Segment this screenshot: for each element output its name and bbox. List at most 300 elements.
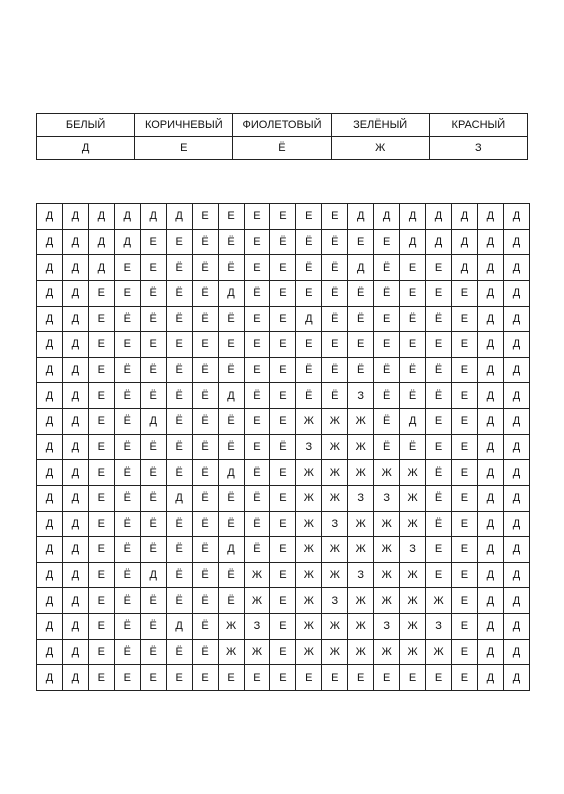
grid-cell: Е [452, 460, 478, 486]
grid-cell: Д [477, 434, 503, 460]
grid-cell: Е [270, 614, 296, 640]
grid-cell: Ё [114, 588, 140, 614]
grid-cell: Д [503, 639, 529, 665]
grid-cell: З [374, 614, 400, 640]
grid-cell: Ё [192, 409, 218, 435]
grid-cell: Ё [192, 306, 218, 332]
grid-cell: Е [114, 255, 140, 281]
grid-cell: Ё [426, 511, 452, 537]
grid-cell: Ё [270, 229, 296, 255]
grid-cell: Д [218, 383, 244, 409]
grid-cell: Д [166, 485, 192, 511]
grid-cell: Д [37, 665, 63, 691]
grid-cell: Е [88, 639, 114, 665]
grid-cell: З [296, 434, 322, 460]
grid-cell: Ж [426, 639, 452, 665]
grid-cell: Е [270, 383, 296, 409]
grid-cell: Ж [400, 511, 426, 537]
grid-cell: Д [452, 255, 478, 281]
grid-cell: Д [88, 255, 114, 281]
grid-cell: Ё [244, 383, 270, 409]
grid-cell: Е [452, 409, 478, 435]
grid-cell: Д [88, 204, 114, 230]
grid-cell: Ё [114, 409, 140, 435]
grid-cell: Д [37, 383, 63, 409]
grid-cell: Ё [114, 537, 140, 563]
grid-cell: Е [244, 306, 270, 332]
grid-cell: Д [477, 204, 503, 230]
grid-cell: Ё [140, 306, 166, 332]
grid-cell: Е [452, 614, 478, 640]
grid-cell: Д [503, 255, 529, 281]
grid-cell: Ё [166, 562, 192, 588]
grid-cell: Е [218, 332, 244, 358]
grid-cell: Ж [374, 639, 400, 665]
grid-cell: Д [140, 204, 166, 230]
grid-cell: Ё [296, 357, 322, 383]
grid-cell: Д [503, 588, 529, 614]
grid-cell: Е [400, 332, 426, 358]
grid-cell: Ё [374, 434, 400, 460]
grid-cell: Д [503, 204, 529, 230]
grid-cell: Д [218, 280, 244, 306]
grid-cell: З [374, 485, 400, 511]
grid-cell: Ё [114, 460, 140, 486]
grid-row [37, 306, 530, 332]
grid-cell: Д [400, 409, 426, 435]
grid-cell: Д [62, 562, 88, 588]
grid-cell: Д [477, 229, 503, 255]
grid-cell: Д [37, 537, 63, 563]
grid-cell: Ж [400, 639, 426, 665]
grid-cell: Д [477, 409, 503, 435]
grid-cell: Д [503, 485, 529, 511]
legend-color-name: КОРИЧНЕВЫЙ [135, 114, 233, 137]
grid-cell: З [348, 383, 374, 409]
grid-cell: Е [270, 639, 296, 665]
grid-cell: Ё [192, 537, 218, 563]
grid-cell: Д [348, 204, 374, 230]
grid-cell: Ё [400, 434, 426, 460]
grid-cell: Е [452, 511, 478, 537]
grid-cell: Д [62, 357, 88, 383]
grid-cell: Ж [348, 614, 374, 640]
grid-cell: Д [503, 614, 529, 640]
grid-cell: Е [244, 332, 270, 358]
grid-cell: Д [62, 639, 88, 665]
grid-cell: Ё [244, 511, 270, 537]
grid-cell: Е [426, 332, 452, 358]
grid-cell: Д [477, 306, 503, 332]
grid-cell: Ё [166, 588, 192, 614]
grid-cell: Д [62, 280, 88, 306]
grid-cell: Ё [140, 485, 166, 511]
grid-cell: Ё [322, 383, 348, 409]
grid-cell: Е [348, 229, 374, 255]
grid-cell: Ё [218, 255, 244, 281]
grid-cell: Е [452, 383, 478, 409]
grid-cell: Ё [244, 460, 270, 486]
grid-cell: Е [270, 306, 296, 332]
grid-cell: Ж [296, 639, 322, 665]
grid-cell: Е [114, 665, 140, 691]
grid-cell: Ё [166, 434, 192, 460]
grid-cell: Д [37, 332, 63, 358]
grid-cell: Е [452, 280, 478, 306]
grid-cell: Д [62, 434, 88, 460]
grid-cell: Д [62, 485, 88, 511]
grid-cell: Е [426, 665, 452, 691]
grid-cell: Ё [192, 588, 218, 614]
legend-letter: Д [37, 137, 135, 160]
grid-cell: Д [477, 255, 503, 281]
legend-color-name: ФИОЛЕТОВЫЙ [233, 114, 331, 137]
grid-cell: Д [477, 332, 503, 358]
grid-cell: Е [166, 665, 192, 691]
grid-cell: Ж [374, 588, 400, 614]
grid-cell: Ё [192, 357, 218, 383]
grid-cell: Ж [348, 460, 374, 486]
grid-cell: Ё [140, 357, 166, 383]
grid-cell: Ж [348, 511, 374, 537]
grid-cell: Ё [166, 255, 192, 281]
grid-cell: Д [400, 204, 426, 230]
grid-cell: Ё [426, 306, 452, 332]
grid-cell: Д [114, 229, 140, 255]
grid-cell: Д [37, 485, 63, 511]
grid-cell: Е [166, 229, 192, 255]
grid-cell: Е [452, 588, 478, 614]
grid-cell: Ё [244, 537, 270, 563]
grid-cell: Д [477, 614, 503, 640]
grid-cell: Ж [296, 562, 322, 588]
grid-cell: Д [114, 204, 140, 230]
grid-cell: Ё [114, 357, 140, 383]
grid-cell: Д [37, 434, 63, 460]
grid-cell: Ё [140, 460, 166, 486]
grid-cell: Д [62, 383, 88, 409]
grid-row [37, 409, 530, 435]
grid-cell: Д [37, 204, 63, 230]
grid-row [37, 229, 530, 255]
grid-cell: Ё [114, 562, 140, 588]
grid-cell: Д [503, 229, 529, 255]
legend-letter: З [429, 137, 527, 160]
grid-cell: Е [426, 255, 452, 281]
grid-cell: Е [270, 460, 296, 486]
grid-cell: Е [218, 665, 244, 691]
grid-cell: Ё [322, 229, 348, 255]
grid-cell: Д [503, 383, 529, 409]
grid-cell: Е [140, 332, 166, 358]
grid-cell: Д [62, 229, 88, 255]
grid-cell: Е [452, 537, 478, 563]
grid-cell: З [244, 614, 270, 640]
grid-cell: Д [477, 280, 503, 306]
grid-cell: Е [374, 306, 400, 332]
grid-cell: Д [503, 511, 529, 537]
grid-cell: Ё [192, 255, 218, 281]
grid-cell: Е [192, 332, 218, 358]
grid-cell: Ж [218, 614, 244, 640]
coloring-grid [36, 203, 530, 691]
grid-cell: Д [37, 306, 63, 332]
grid-cell: Д [62, 204, 88, 230]
grid-cell: Ё [426, 383, 452, 409]
grid-cell: Д [62, 306, 88, 332]
grid-cell: Ё [114, 383, 140, 409]
grid-cell: Ё [192, 485, 218, 511]
grid-cell: Е [218, 204, 244, 230]
grid-cell: Ё [296, 383, 322, 409]
grid-cell: Ё [296, 229, 322, 255]
grid-cell: З [322, 511, 348, 537]
grid-cell: Д [348, 255, 374, 281]
grid-cell: Д [503, 280, 529, 306]
grid-cell: Е [88, 665, 114, 691]
grid-cell: Е [270, 588, 296, 614]
grid-cell: Е [192, 665, 218, 691]
grid-cell: Е [270, 537, 296, 563]
grid-cell: Д [503, 665, 529, 691]
grid-cell: Д [503, 537, 529, 563]
grid-row [37, 280, 530, 306]
grid-cell: Ж [296, 409, 322, 435]
grid-cell: Ё [322, 357, 348, 383]
grid-row [37, 485, 530, 511]
grid-cell: Ж [322, 537, 348, 563]
grid-cell: Д [37, 280, 63, 306]
grid-cell: Е [426, 280, 452, 306]
grid-cell: Д [400, 229, 426, 255]
grid-cell: Д [477, 383, 503, 409]
grid-cell: Ё [400, 383, 426, 409]
grid-cell: Ё [400, 357, 426, 383]
grid-cell: Ё [166, 639, 192, 665]
grid-cell: Е [140, 255, 166, 281]
grid-cell: Е [270, 332, 296, 358]
grid-cell: Е [426, 409, 452, 435]
grid-cell: Д [37, 409, 63, 435]
grid-cell: Д [503, 306, 529, 332]
grid-cell: Д [37, 639, 63, 665]
grid-cell: Ё [192, 460, 218, 486]
grid-cell: Д [62, 511, 88, 537]
grid-cell: Е [270, 357, 296, 383]
grid-cell: Е [452, 639, 478, 665]
grid-cell: Ё [374, 383, 400, 409]
grid-cell: Ж [348, 409, 374, 435]
grid-cell: Е [296, 332, 322, 358]
color-legend-table [36, 113, 528, 160]
grid-cell: Е [88, 383, 114, 409]
grid-cell: Ж [296, 614, 322, 640]
grid-cell: Ё [166, 537, 192, 563]
grid-cell: Ё [400, 306, 426, 332]
grid-cell: Ж [400, 460, 426, 486]
grid-cell: Ж [296, 537, 322, 563]
grid-cell: Д [477, 537, 503, 563]
grid-cell: Е [88, 434, 114, 460]
grid-row [37, 332, 530, 358]
grid-cell: Е [296, 204, 322, 230]
grid-cell: Д [374, 204, 400, 230]
grid-cell: Д [477, 588, 503, 614]
grid-cell: Е [88, 537, 114, 563]
grid-cell: Ж [296, 511, 322, 537]
grid-row [37, 511, 530, 537]
grid-cell: Е [140, 229, 166, 255]
grid-cell: Е [270, 409, 296, 435]
grid-cell: Е [452, 434, 478, 460]
grid-cell: Е [452, 485, 478, 511]
grid-cell: Д [37, 357, 63, 383]
grid-cell: Е [244, 255, 270, 281]
grid-cell: Е [452, 357, 478, 383]
grid-cell: Д [62, 255, 88, 281]
grid-cell: Д [477, 357, 503, 383]
grid-cell: Ё [140, 511, 166, 537]
grid-cell: Ё [140, 537, 166, 563]
grid-cell: Е [400, 280, 426, 306]
grid-cell: Ж [218, 639, 244, 665]
grid-cell: Ж [400, 562, 426, 588]
grid-cell: Д [62, 588, 88, 614]
grid-cell: Е [270, 255, 296, 281]
grid-cell: Е [88, 332, 114, 358]
grid-cell: Ё [270, 434, 296, 460]
grid-cell: Ё [140, 639, 166, 665]
grid-row [37, 537, 530, 563]
grid-cell: Е [400, 665, 426, 691]
grid-cell: Ё [166, 357, 192, 383]
grid-cell: Д [37, 229, 63, 255]
grid-cell: Ж [348, 639, 374, 665]
grid-cell: Ё [374, 280, 400, 306]
grid-cell: Д [37, 588, 63, 614]
grid-cell: Е [452, 332, 478, 358]
legend-letter: Ё [233, 137, 331, 160]
grid-cell: Ё [322, 280, 348, 306]
grid-cell: Е [348, 665, 374, 691]
grid-cell: Е [88, 460, 114, 486]
grid-cell: Е [244, 434, 270, 460]
grid-cell: Д [62, 332, 88, 358]
grid-cell: Е [244, 357, 270, 383]
grid-cell: Д [452, 204, 478, 230]
grid-cell: Е [88, 409, 114, 435]
grid-cell: Ж [374, 537, 400, 563]
grid-cell: Ё [166, 409, 192, 435]
grid-cell: Е [400, 255, 426, 281]
grid-cell: Ё [374, 409, 400, 435]
grid-cell: Ж [426, 588, 452, 614]
grid-cell: Ё [166, 280, 192, 306]
grid-cell: Е [322, 332, 348, 358]
grid-cell: Д [477, 485, 503, 511]
grid-cell: Е [88, 306, 114, 332]
legend-color-name: КРАСНЫЙ [429, 114, 527, 137]
grid-cell: Е [426, 562, 452, 588]
grid-cell: Д [452, 229, 478, 255]
grid-cell: Д [218, 460, 244, 486]
grid-cell: Е [426, 537, 452, 563]
grid-cell: Ё [166, 460, 192, 486]
grid-cell: Д [62, 537, 88, 563]
grid-cell: Д [62, 665, 88, 691]
grid-cell: Ё [218, 511, 244, 537]
grid-row [37, 255, 530, 281]
grid-cell: Е [270, 665, 296, 691]
legend-color-name: ЗЕЛЁНЫЙ [331, 114, 429, 137]
grid-cell: Е [426, 434, 452, 460]
grid-cell: Д [477, 639, 503, 665]
grid-cell: Ж [322, 460, 348, 486]
grid-cell: Е [166, 332, 192, 358]
grid-row [37, 562, 530, 588]
grid-cell: Ж [374, 460, 400, 486]
grid-cell: З [400, 537, 426, 563]
grid-cell: Д [140, 562, 166, 588]
grid-cell: Ё [166, 511, 192, 537]
grid-cell: Ж [348, 588, 374, 614]
grid-cell: Ё [348, 280, 374, 306]
grid-cell: Ё [348, 357, 374, 383]
grid-cell: Ж [244, 639, 270, 665]
grid-cell: Д [426, 204, 452, 230]
grid-cell: Ё [140, 614, 166, 640]
grid-cell: Ё [218, 229, 244, 255]
grid-cell: Ж [374, 511, 400, 537]
grid-cell: З [322, 588, 348, 614]
grid-cell: Ё [348, 306, 374, 332]
grid-cell: Д [477, 562, 503, 588]
grid-cell: Ё [296, 255, 322, 281]
grid-cell: Ж [400, 485, 426, 511]
grid-cell: Ё [426, 460, 452, 486]
grid-cell: Д [477, 460, 503, 486]
grid-cell: Е [88, 588, 114, 614]
grid-cell: Д [503, 434, 529, 460]
grid-cell: Ё [374, 357, 400, 383]
grid-cell: Д [37, 511, 63, 537]
grid-cell: Ё [192, 229, 218, 255]
grid-cell: Ё [218, 485, 244, 511]
grid-cell: Е [374, 332, 400, 358]
grid-cell: Д [62, 409, 88, 435]
grid-cell: Ё [192, 614, 218, 640]
grid-cell: Ж [296, 485, 322, 511]
grid-cell: Ё [218, 357, 244, 383]
legend-letter: Е [135, 137, 233, 160]
grid-cell: Ж [322, 562, 348, 588]
grid-cell: Е [374, 665, 400, 691]
grid-cell: Д [37, 614, 63, 640]
grid-cell: Е [244, 229, 270, 255]
grid-cell: Д [503, 332, 529, 358]
grid-cell: Ё [244, 280, 270, 306]
grid-cell: Ё [244, 485, 270, 511]
grid-cell: Д [503, 409, 529, 435]
legend-letter: Ж [331, 137, 429, 160]
grid-row [37, 639, 530, 665]
grid-cell: Ё [114, 485, 140, 511]
grid-cell: Ё [426, 485, 452, 511]
grid-cell: Ё [166, 306, 192, 332]
grid-cell: Ж [322, 485, 348, 511]
grid-cell: Ж [322, 434, 348, 460]
grid-cell: З [426, 614, 452, 640]
